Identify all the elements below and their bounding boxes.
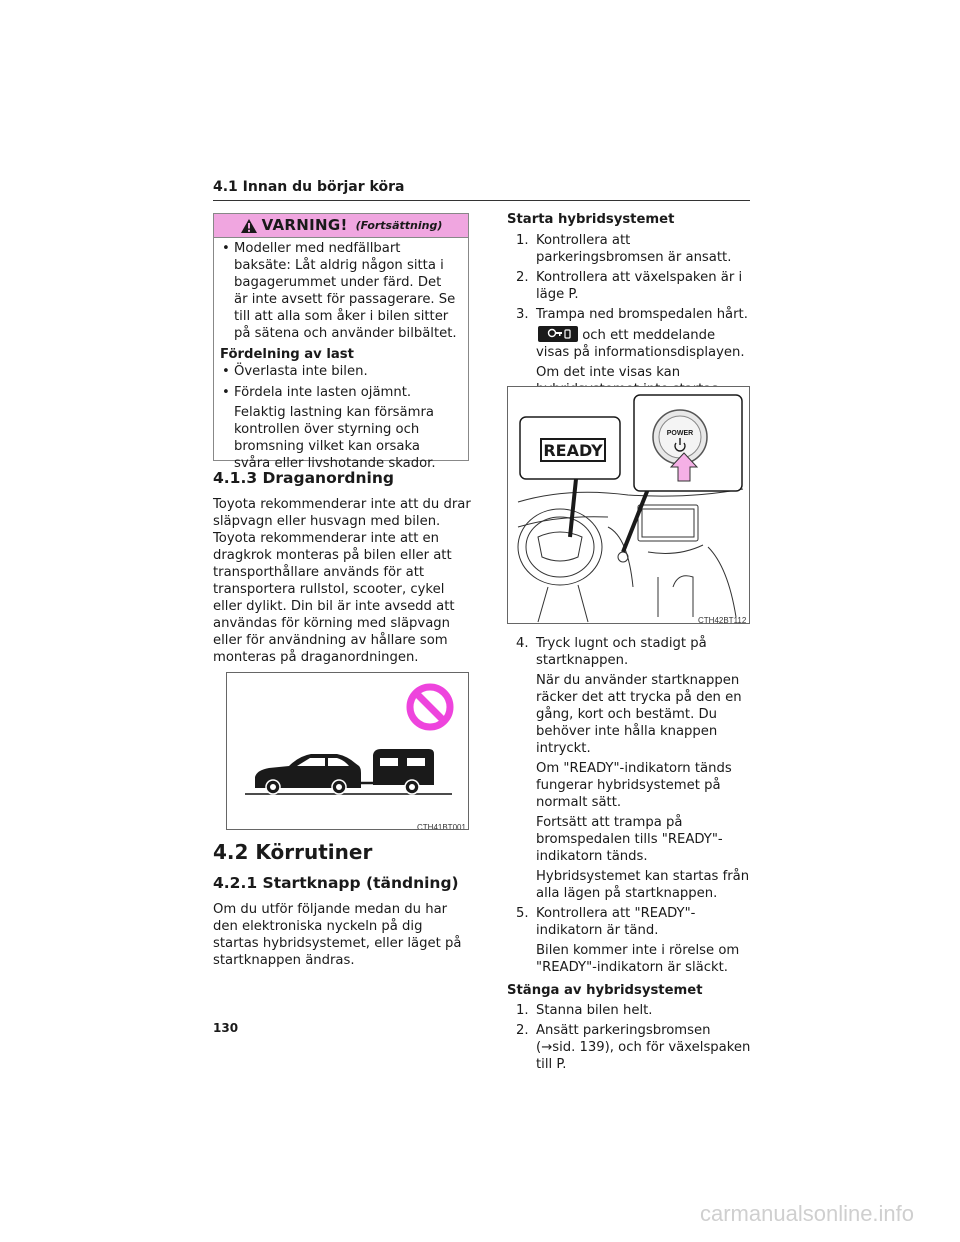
car-trailer-illustration bbox=[227, 673, 469, 830]
step-number: 4. bbox=[516, 636, 529, 651]
page-number: 130 bbox=[213, 1021, 239, 1035]
step-detail: När du använder startknappen räcker det att trycka på den en gång, kort och bestämt. Du behöver inte hålla knappen intryckt. bbox=[536, 673, 742, 756]
list-item bbox=[516, 1022, 752, 1073]
step-detail bbox=[516, 326, 752, 361]
step-number: 2. bbox=[516, 1023, 529, 1038]
section-header bbox=[213, 178, 750, 201]
figure-code: CTH42BT112 bbox=[698, 616, 747, 624]
stop-heading: Stänga av hybridsystemet bbox=[507, 983, 703, 998]
step-text: Stanna bilen helt. bbox=[536, 1003, 653, 1018]
step-number: 2. bbox=[516, 270, 529, 285]
warning-triangle-icon bbox=[240, 218, 258, 234]
step-detail: Bilen kommer inte i rörelse om "READY"-indikatorn är släckt. bbox=[536, 943, 740, 975]
power-button-figure bbox=[507, 386, 750, 624]
warning-detail: Felaktig lastning kan försämra kontrollen över styrning och bromsning vilket kan orsaka svåra eller livshotande skador. bbox=[234, 405, 436, 471]
prohibition-icon bbox=[410, 687, 450, 727]
warning-box bbox=[213, 213, 469, 471]
start-section-continued bbox=[507, 635, 752, 1076]
heading-4-2-1: 4.2.1 Startknapp (tändning) bbox=[213, 874, 459, 892]
step-text: Kontrollera att parkeringsbromsen är ansatt. bbox=[536, 233, 732, 265]
start-section bbox=[507, 211, 752, 401]
step-text: Ansätt parkeringsbromsen (→sid. 139), och för växelspaken till P. bbox=[536, 1023, 751, 1072]
warning-word: VARNING! bbox=[261, 216, 348, 234]
list-item bbox=[516, 269, 752, 303]
step-number: 1. bbox=[516, 1003, 529, 1018]
stop-steps bbox=[507, 1002, 752, 1073]
step-text: Kontrollera att "READY"-indikatorn är tänd. bbox=[536, 906, 696, 938]
step-text: Kontrollera att växelspaken är i läge P. bbox=[536, 270, 743, 302]
towing-paragraph: Toyota rekommenderar inte att du drar släpvagn eller husvagn med bilen. Toyota rekommenderar inte att en dragkrok monteras på bilen eller att transporthållare används för att transportera rullstol, scooter, cykel eller dylikt. Din bil är inte avsedd att användas för körning med släpvagn eller för användning av hållare som monteras på draganordningen. bbox=[213, 497, 471, 665]
step-text: Trampa ned bromspedalen hårt. bbox=[536, 307, 748, 322]
warning-subheading: Fördelning av last bbox=[220, 347, 354, 362]
towing-figure bbox=[226, 672, 469, 830]
start-steps-continued bbox=[507, 635, 752, 976]
list-item bbox=[516, 635, 752, 669]
watermark: carmanualsonline.info bbox=[700, 1201, 915, 1226]
list-item bbox=[516, 306, 752, 323]
step-text: Tryck lugnt och stadigt på startknappen. bbox=[536, 636, 707, 668]
step-detail: Om "READY"-indikatorn tänds fungerar hybridsystemet på normalt sätt. bbox=[536, 761, 732, 810]
section-title: 4.1 Innan du börjar köra bbox=[213, 179, 405, 195]
step-number: 5. bbox=[516, 906, 529, 921]
step-detail: Hybridsystemet kan startas från alla lägen på startknappen. bbox=[536, 869, 750, 901]
heading-4-1-3: 4.1.3 Draganordning bbox=[213, 469, 394, 487]
list-item bbox=[516, 905, 752, 939]
start-button-paragraph: Om du utför följande medan du har den elektroniska nyckeln på dig startas hybridsystemet, eller läget på startknappen ändras. bbox=[213, 902, 462, 968]
list-item bbox=[516, 1002, 752, 1019]
power-button-label: POWER bbox=[666, 430, 694, 437]
step-number: 1. bbox=[516, 233, 529, 248]
start-heading: Starta hybridsystemet bbox=[507, 212, 675, 227]
figure-code: CTH41BT001 bbox=[417, 823, 466, 830]
warning-bullet: • Överlasta inte bilen. bbox=[220, 363, 458, 380]
warning-continued: (Fortsättning) bbox=[355, 219, 443, 232]
brake-pedal-indicator-icon bbox=[538, 326, 578, 342]
ready-indicator-label: READY bbox=[543, 441, 603, 460]
warning-header bbox=[214, 214, 468, 238]
warning-body bbox=[214, 238, 468, 472]
warning-bullet: • Modeller med nedfällbart baksäte: Låt aldrig någon sitta i bagagerummet under färd. Det är inte avsett för passagerare. Se till att alla som åker i bilen sitter på sätena och använder bilbältet. bbox=[220, 240, 458, 342]
step-detail-text: och ett meddelande visas på informationsdisplayen. bbox=[536, 328, 745, 360]
step-detail: Fortsätt att trampa på bromspedalen tills "READY"-indikatorn tänds. bbox=[536, 815, 723, 864]
dashboard-illustration bbox=[508, 387, 750, 624]
step-number: 3. bbox=[516, 307, 529, 322]
step-note: Om det inte visas kan bbox=[536, 365, 681, 380]
list-item bbox=[516, 232, 752, 266]
heading-4-2: 4.2 Körrutiner bbox=[213, 840, 373, 864]
start-steps bbox=[507, 232, 752, 398]
warning-bullet: • Fördela inte lasten ojämnt. bbox=[220, 384, 458, 401]
